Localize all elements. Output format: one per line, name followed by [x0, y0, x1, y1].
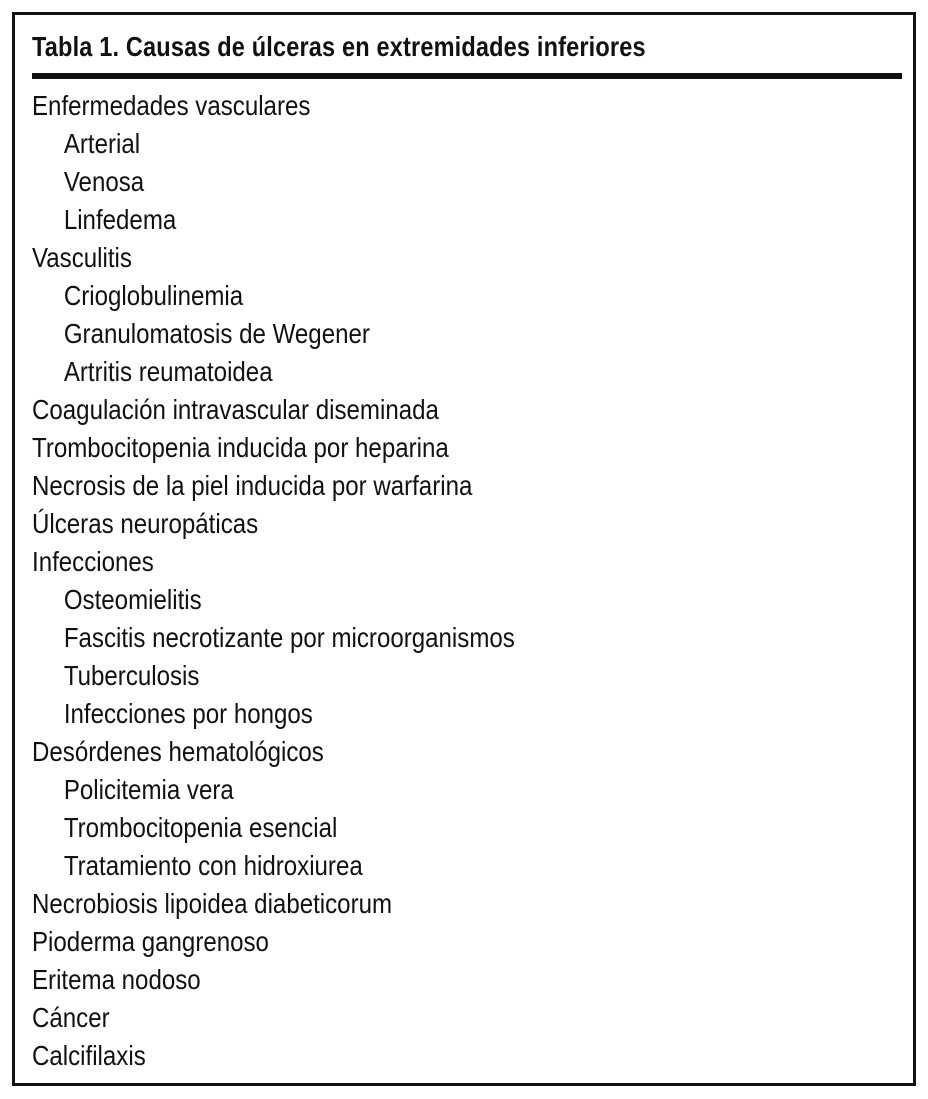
- table-title: Tabla 1. Causas de úlceras en extremidades inferiores: [32, 31, 646, 62]
- table-row: Fascitis necrotizante por microorganismos: [63, 622, 515, 653]
- table-row: Trombocitopenia inducida por heparina: [32, 432, 449, 463]
- table-row: Úlceras neuropáticas: [32, 508, 259, 539]
- title-rule: [32, 73, 902, 79]
- table-row: Desórdenes hematológicos: [32, 736, 324, 767]
- table-row: Infecciones por hongos: [63, 698, 313, 729]
- table-row: Policitemia vera: [63, 774, 234, 805]
- table-row: Enfermedades vasculares: [32, 90, 311, 121]
- table-rows: [32, 87, 902, 1075]
- table-row: Calcifilaxis: [32, 1040, 146, 1071]
- table-row: Vasculitis: [32, 242, 132, 273]
- table-row: Tuberculosis: [63, 660, 200, 691]
- table-row: Artritis reumatoidea: [63, 356, 273, 387]
- table-row: Cáncer: [32, 1002, 110, 1033]
- table-frame: [12, 12, 916, 1086]
- table-row: Necrosis de la piel inducida por warfarina: [32, 470, 473, 501]
- table-row: Osteomielitis: [63, 584, 202, 615]
- table-row: Eritema nodoso: [32, 964, 201, 995]
- table-row: Pioderma gangrenoso: [32, 926, 269, 957]
- table-row: Arterial: [63, 128, 141, 159]
- table-row: Linfedema: [63, 204, 177, 235]
- table-row: Necrobiosis lipoidea diabeticorum: [32, 888, 393, 919]
- table-row: Infecciones: [32, 546, 154, 577]
- table-row: Tratamiento con hidroxiurea: [63, 850, 363, 881]
- table-row: Coagulación intravascular diseminada: [32, 394, 439, 425]
- table-row: Venosa: [63, 166, 145, 197]
- table-row: Granulomatosis de Wegener: [63, 318, 370, 349]
- table-row: Trombocitopenia esencial: [63, 812, 338, 843]
- table-row: Crioglobulinemia: [63, 280, 244, 311]
